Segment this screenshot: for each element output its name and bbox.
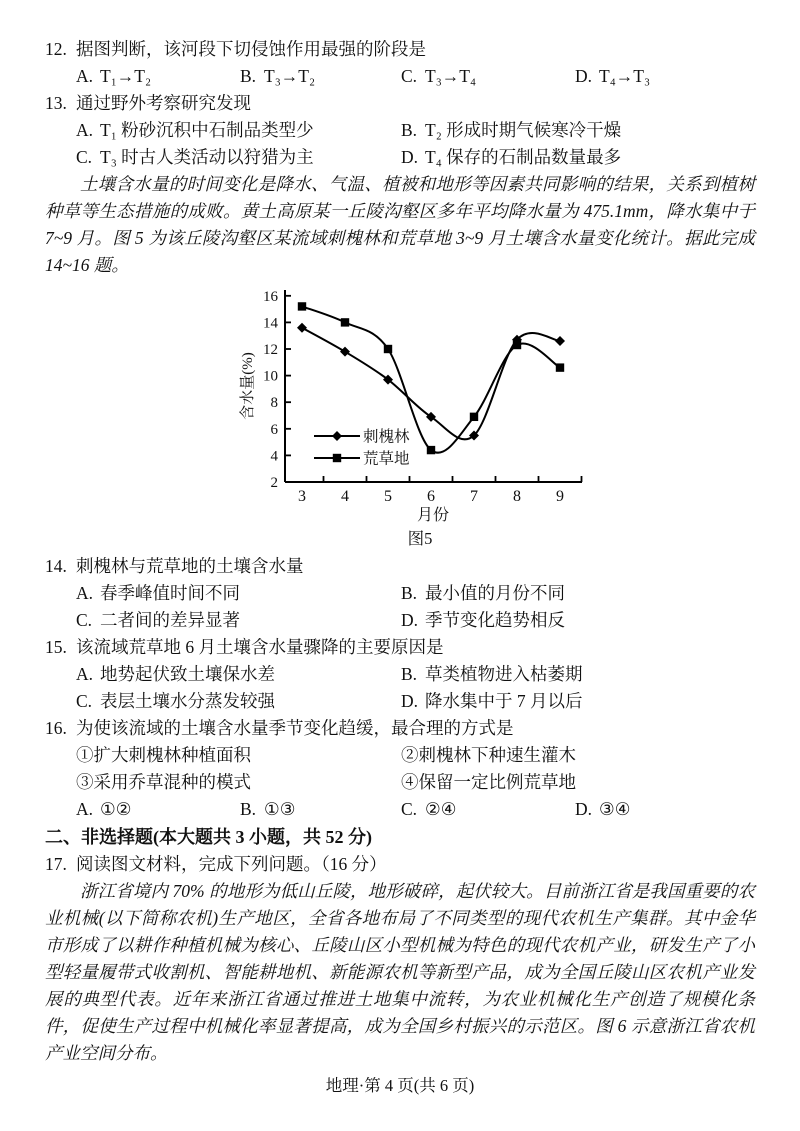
- x-tick-label: 9: [556, 488, 564, 505]
- figure-5: [230, 284, 610, 550]
- legend-label: 刺槐林: [363, 428, 410, 446]
- question-15-options-row2: [76, 688, 755, 715]
- question-16: [45, 715, 755, 742]
- square-marker: [341, 318, 349, 326]
- option-15-d: D. 降水集中于 7 月以后: [401, 691, 583, 711]
- x-tick-label: 7: [470, 488, 478, 505]
- option-13-a: A. T₁ 粉砂沉积中石制品类型少: [76, 120, 314, 140]
- question-14-number: 14.: [45, 556, 67, 576]
- y-axis-label: 含水量(%): [240, 352, 256, 420]
- question-15-stem: 该流域荒草地 6 月土壤含水量骤降的主要原因是: [76, 637, 444, 657]
- square-marker: [556, 363, 564, 371]
- option-15-b: B. 草类植物进入枯萎期: [401, 664, 583, 684]
- option-14-d: D. 季节变化趋势相反: [401, 610, 565, 630]
- option-16-a: A. ①②: [76, 799, 132, 819]
- option-14-c: C. 二者间的差异显著: [76, 610, 240, 630]
- option-13-c: C. T₃ 时古人类活动以狩猎为主: [76, 147, 314, 167]
- option-16-c: C. ②④: [401, 799, 457, 819]
- page-footer: 地理·第 4 页(共 6 页): [325, 1076, 475, 1095]
- square-marker: [333, 454, 341, 462]
- option-15-c: C. 表层土壤水分蒸发较强: [76, 691, 275, 711]
- legend-label: 荒草地: [363, 450, 410, 468]
- question-14-stem: 刺槐林与荒草地的土壤含水量: [76, 556, 304, 576]
- y-tick-label: 6: [270, 421, 278, 438]
- y-tick-label: 10: [263, 368, 278, 385]
- question-13-options-row2: [76, 144, 755, 171]
- question-13-number: 13.: [45, 93, 67, 113]
- option-13-d: D. T₄ 保存的石制品数量最多: [401, 147, 622, 167]
- x-tick-label: 5: [384, 488, 392, 505]
- square-marker: [470, 413, 478, 421]
- option-15-a: A. 地势起伏致土壤保水差: [76, 664, 275, 684]
- question-15-options-row1: [76, 661, 755, 688]
- statement-2: ②刺槐林下种速生灌木: [401, 745, 576, 765]
- question-16-stem: 为使该流域的土壤含水量季节变化趋缓，最合理的方式是: [76, 718, 514, 738]
- series-line-荒草地: [302, 306, 560, 452]
- diamond-marker: [297, 323, 307, 333]
- question-13-stem: 通过野外考察研究发现: [76, 93, 251, 113]
- question-16-options: [76, 796, 755, 823]
- square-marker: [513, 341, 521, 349]
- section-2-heading: 二、非选择题(本大题共 3 小题，共 52 分): [45, 827, 372, 847]
- y-tick-label: 2: [270, 475, 278, 491]
- question-16-number: 16.: [45, 718, 67, 738]
- question-17-stem: 阅读图文材料，完成下列问题。（16 分）: [76, 854, 387, 874]
- statement-3: ③采用乔草混种的模式: [76, 772, 251, 792]
- x-tick-label: 4: [341, 488, 349, 505]
- option-12-d: D. T₄→T₃: [575, 66, 651, 86]
- soil-moisture-chart: [230, 284, 610, 528]
- diamond-marker: [332, 431, 342, 441]
- question-14-options-row1: [76, 580, 755, 607]
- x-tick-label: 3: [298, 488, 306, 505]
- x-tick-label: 6: [427, 488, 435, 505]
- statement-4: ④保留一定比例荒草地: [401, 772, 576, 792]
- option-13-b: B. T₂ 形成时期气候寒冷干燥: [401, 120, 622, 140]
- option-12-c: C. T₃→T₄: [401, 66, 477, 86]
- option-12-a: A. T₁→T₂: [76, 66, 152, 86]
- material-paragraph-2: 浙江省境内 70% 的地形为低山丘陵，地形破碎，起伏较大。目前浙江省是我国重要的农业机械(以下简称农机)生产地区，全省各地布局了不同类型的现代农机生产集群。其中金华市形成了以耕作种植机械为核心、丘陵山区小型机械为特色的现代农机产业，研发生产了小型轻量履带式收割机、智能耕地机、新能源农机等新型产品，成为全国丘陵山区农机产业发展的典型代表。近年来浙江省通过推进土地集中流转，为农业机械化生产创造了规模化条件，促使生产过程中机械化率显著提高，成为全国乡村振兴的示范区。图 6 示意浙江省农机产业空间分布。: [45, 881, 755, 1063]
- y-tick-label: 4: [270, 448, 278, 465]
- question-14-options-row2: [76, 607, 755, 634]
- question-15-number: 15.: [45, 637, 67, 657]
- y-tick-label: 16: [263, 288, 278, 305]
- question-13: [45, 90, 755, 117]
- diamond-marker: [340, 347, 350, 357]
- question-12-stem: 据图判断，该河段下切侵蚀作用最强的阶段是: [76, 39, 426, 59]
- question-16-items-row2: [76, 769, 755, 796]
- question-14: [45, 553, 755, 580]
- option-16-b: B. ①③: [240, 799, 296, 819]
- statement-1: ①扩大刺槐林种植面积: [76, 745, 251, 765]
- x-tick-label: 8: [513, 488, 521, 505]
- square-marker: [384, 345, 392, 353]
- y-tick-label: 14: [263, 315, 278, 332]
- question-17-number: 17.: [45, 854, 67, 874]
- option-14-a: A. 春季峰值时间不同: [76, 583, 240, 603]
- x-axis-label: 月份: [416, 507, 450, 524]
- question-12-options: [76, 63, 755, 90]
- figure-5-caption: 图5: [407, 529, 433, 548]
- question-12: [45, 36, 755, 63]
- question-17: [45, 851, 755, 878]
- square-marker: [427, 446, 435, 454]
- y-tick-label: 8: [270, 395, 278, 412]
- diamond-marker: [555, 336, 565, 346]
- question-15: [45, 634, 755, 661]
- question-12-number: 12.: [45, 39, 67, 59]
- y-tick-label: 12: [263, 342, 278, 358]
- square-marker: [298, 302, 306, 310]
- material-paragraph-1: 土壤含水量的时间变化是降水、气温、植被和地形等因素共同影响的结果，关系到植树种草等生态措施的成败。黄土高原某一丘陵沟壑区多年平均降水量为 475.1mm，降水集中于 7~9 月。图 5 为该丘陵沟壑区某流域刺槐林和荒草地 3~9 月土壤含水量变化统计。据此完成 14~16 题。: [45, 174, 755, 275]
- option-16-d: D. ③④: [575, 799, 631, 819]
- figure-5-svg: [230, 284, 610, 528]
- option-12-b: B. T₃→T₂: [240, 66, 316, 86]
- question-13-options-row1: [76, 117, 755, 144]
- option-14-b: B. 最小值的月份不同: [401, 583, 565, 603]
- question-16-items-row1: [76, 742, 755, 769]
